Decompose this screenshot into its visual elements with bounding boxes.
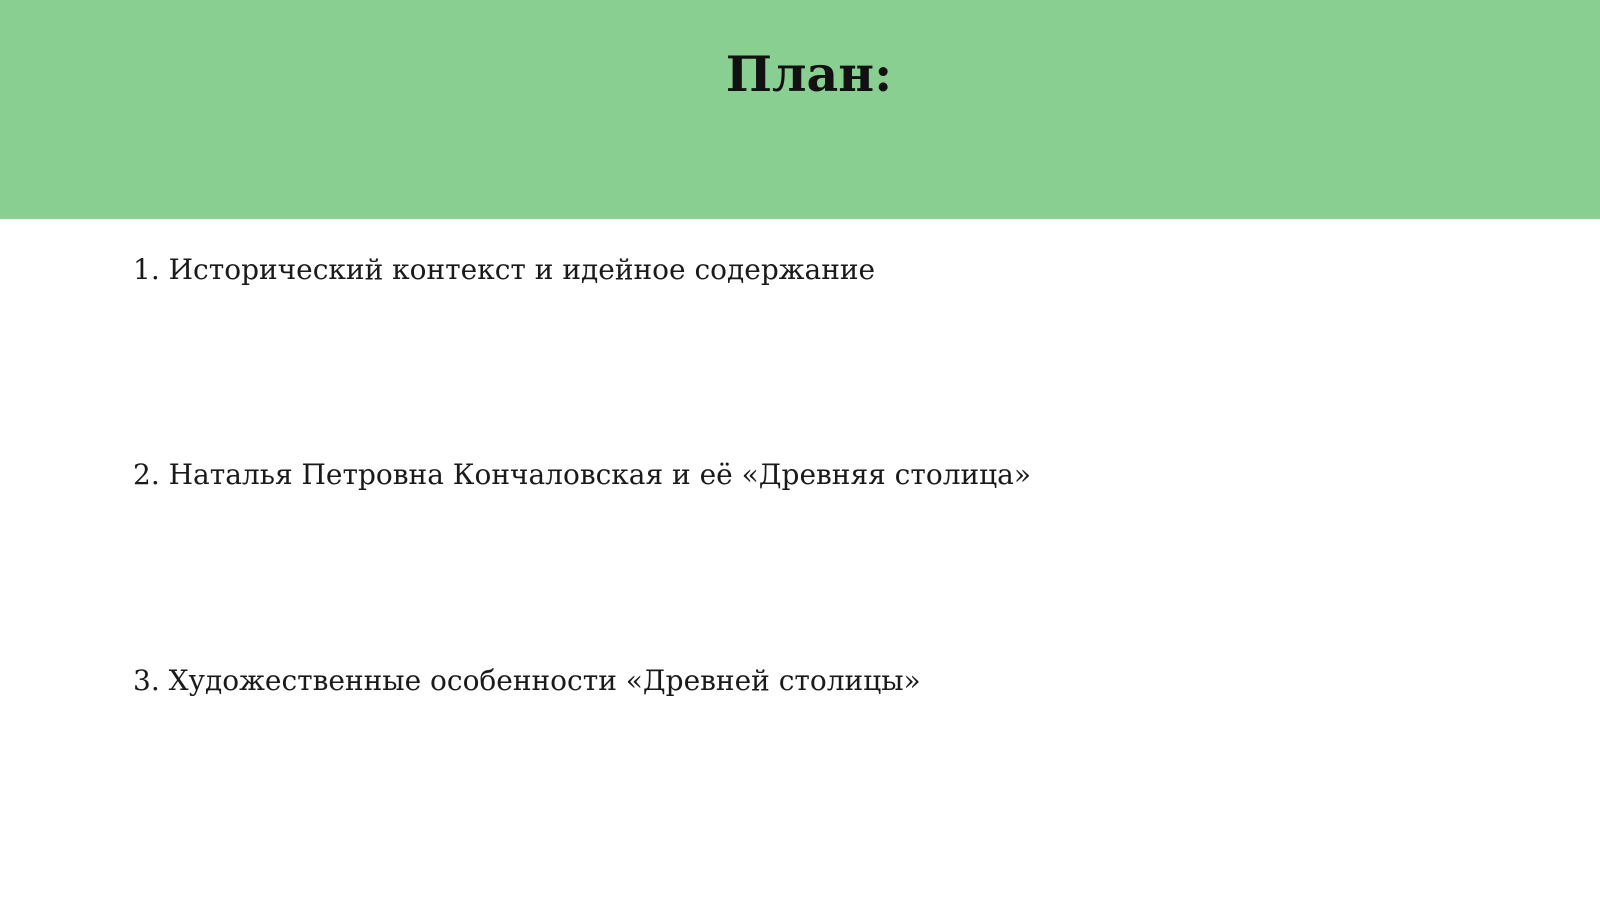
plan-item-1: 1. Исторический контекст и идейное содержание [133,253,876,286]
slide-title: План: [725,45,893,103]
plan-item-3: 3. Художественные особенности «Древней столицы» [133,664,921,697]
header-band [0,0,1600,219]
plan-item-2: 2. Наталья Петровна Кончаловская и её «Древняя столица» [133,458,1031,491]
